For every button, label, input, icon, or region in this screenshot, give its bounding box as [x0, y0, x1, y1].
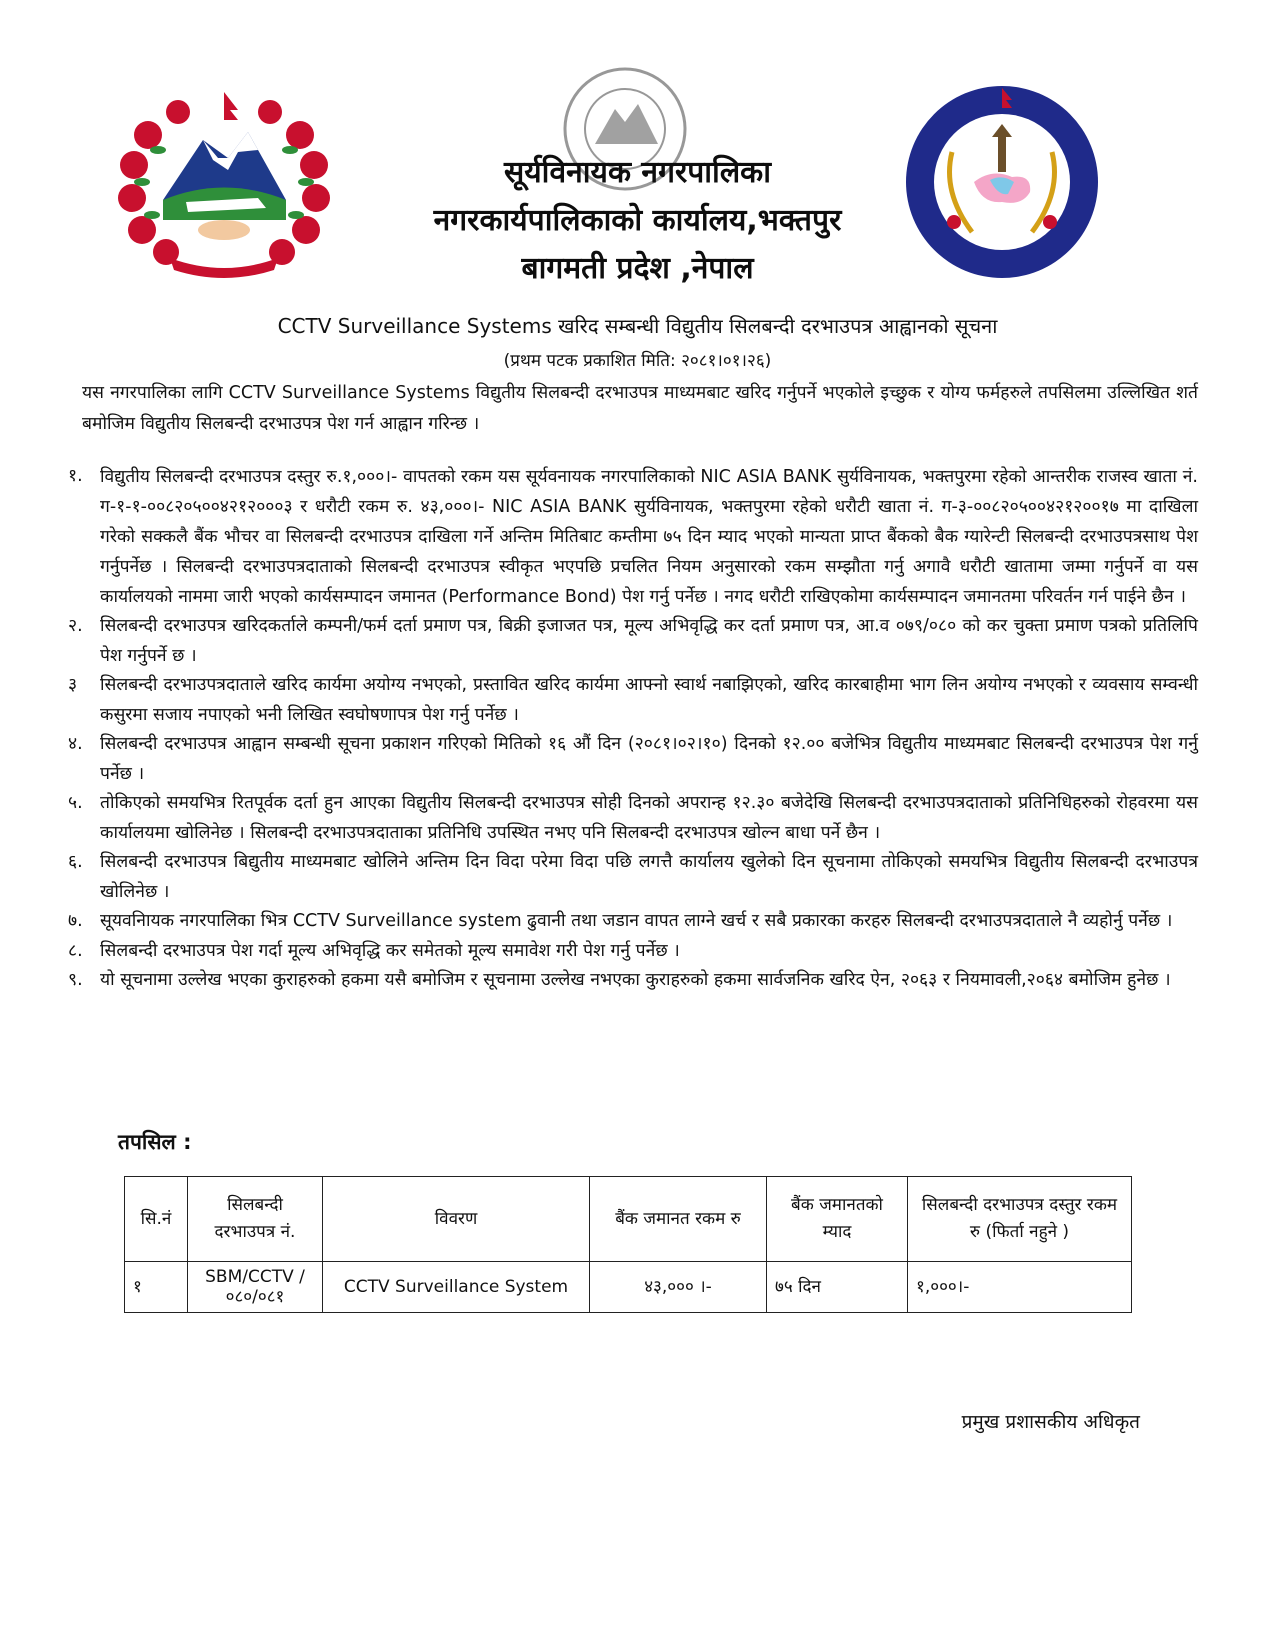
column-header-guarantee-validity: बैंक जमानतको म्याद [767, 1177, 908, 1262]
item-text: सिलबन्दी दरभाउपत्र आह्वान सम्बन्धी सूचना प्रकाशन गरिएको मितिको १६ औं दिन (२०८१।०२।१०) दिनको १२.०० बजेभित्र विद्युतीय माध्यमबाट सिलबन्दी दरभाउपत्र पेश गर्नु पर्नेछ । [100, 734, 1198, 784]
item-text: सूयवनिायक नगरपालिका भित्र CCTV Surveillance system ढुवानी तथा जडान वापत लाग्ने खर्च र सबै प्रकारका करहरु सिलबन्दी दरभाउपत्रदाताले नै व्यहोर्नु पर्नेछ । [100, 911, 1173, 931]
item-text: विद्युतीय सिलबन्दी दरभाउपत्र दस्तुर रु.१,०००।- वापतको रकम यस सूर्यवनायक नगरपालिकाको NIC ASIA BANK सुर्यविनायक, भक्तपुरमा रहेको आन्तरीक राजस्व खाता नं. ग-१-१-००८२०५००४२१२०००३ र धरौटी रकम रु. ४३,०००।- NIC ASIA BANK सुर्यविनायक, भक्तपुरमा रहेको धरौटी खाता नं. ग-३-००८२०५००४२१२००१७ मा दाखिला गरेको सक्कलै बैंक भौचर वा सिलबन्दी दरभाउपत्र दाखिला गर्ने अन्तिम मितिबाट कम्तीमा ७५ दिन म्याद भएको मान्यता प्राप्त बैंकको बैक ग्यारेन्टी सिलबन्दी दरभाउपत्रसाथ पेश गर्नुपर्नेछ । सिलबन्दी दरभाउपत्रदाताको सिलबन्दी दरभाउपत्र स्वीकृत भएपछि प्रचलित नियम अनुसारको रकम सम्झौता गर्नु अगावै धरौटी खातामा जम्मा गर्नुपर्ने वा यस कार्यालयको नाममा जारी भएको कार्यसम्पादन जमानत (Performance Bond) पेश गर्नु पर्नेछ । नगद धरौटी राखिएकोमा कार्यसम्पादन जमानतमा परिवर्तन गर्न पाईने छैन । [100, 467, 1198, 607]
column-header-fee: सिलबन्दी दरभाउपत्र दस्तुर रकम रु (फिर्ता नहुने ) [908, 1177, 1132, 1262]
intro-paragraph: यस नगरपालिका लागि CCTV Surveillance Systems विद्युतीय सिलबन्दी दरभाउपत्र माध्यमबाट खरिद गर्नुपर्ने भएकोले इच्छुक र योग्य फर्महरुले तपसिलमा उल्लिखित शर्त बमोजिम विद्युतीय सिलबन्दी दरभाउपत्र पेश गर्न आह्वान गरिन्छ । [82, 383, 1198, 434]
item-number: २. [68, 616, 83, 636]
item-text: सिलबन्दी दरभाउपत्रदाताले खरिद कार्यमा अयोग्य नभएको, प्रस्तावित खरिद कार्यमा आफ्नो स्वार्थ नबाझिएको, खरिद कारबाहीमा भाग लिन अयोग्य नभएको र व्यवसाय सम्वन्धी कसुरमा सजाय नपाएको भनी लिखित स्वघोषणापत्र पेश गर्नु पर्नेछ । [100, 675, 1198, 725]
cell-fee: १,०००।- [908, 1262, 1132, 1313]
item-number: ८. [68, 940, 83, 961]
cell-bid-no: SBM/CCTV /०८०/०८१ [188, 1262, 323, 1313]
list-item [68, 848, 1198, 907]
list-item [68, 966, 1198, 996]
list-item [68, 907, 1198, 937]
list-item [68, 789, 1198, 848]
item-number: ७. [68, 911, 83, 931]
item-number: ९. [68, 970, 83, 990]
list-item [68, 671, 1198, 730]
province-name: बागमती प्रदेश ,नेपाल [521, 251, 754, 286]
item-number: ४. [68, 734, 83, 754]
cell-guarantee-validity: ७५ दिन [767, 1262, 908, 1313]
office-name: नगरकार्यपालिकाको कार्यालय,भक्तपुर [433, 203, 842, 238]
column-header-bid-no: सिलबन्दी दरभाउपत्र नं. [188, 1177, 323, 1262]
municipality-name: सूर्यविनायक नगरपालिका [504, 155, 771, 190]
list-item [68, 462, 1198, 612]
item-text: तोकिएको समयभित्र रितपूर्वक दर्ता हुन आएका विद्युतीय सिलबन्दी दरभाउपत्र सोही दिनको अपरान्ह १२.३० बजेदेखि सिलबन्दी दरभाउपत्रदाताको प्रतिनिधिहरुको रोहवरमा यस कार्यालयमा खोलिनेछ । सिलबन्दी दरभाउपत्रदाताका प्रतिनिधि उपस्थित नभए पनि सिलबन्दी दरभाउपत्र खोल्न बाधा पर्ने छैन । [100, 793, 1198, 843]
column-header-description: विवरण [323, 1177, 590, 1262]
cell-guarantee-amount: ४३,००० ।- [590, 1262, 767, 1313]
column-header-sn: सि.नं [125, 1177, 188, 1262]
cell-description: CCTV Surveillance System [323, 1262, 590, 1313]
schedule-table [124, 1176, 1132, 1313]
item-text: सिलबन्दी दरभाउपत्र बिद्युतीय माध्यमबाट खोलिने अन्तिम दिन विदा परेमा विदा पछि लगत्तै कार्यालय खुलेको दिन सूचनामा तोकिएको समयभित्र विद्युतीय सिलबन्दी दरभाउपत्र खोलिनेछ । [100, 852, 1198, 902]
signatory-title: प्रमुख प्रशासकीय अधिकृत [961, 1411, 1140, 1433]
item-number: ३ [68, 675, 78, 695]
item-text: सिलबन्दी दरभाउपत्र पेश गर्दा मूल्य अभिवृद्धि कर समेतको मूल्य समावेश गरी पेश गर्नु पर्नेछ । [100, 940, 680, 961]
table-header-row [125, 1177, 1132, 1262]
published-date: (प्रथम पटक प्रकाशित मिति: २०८१।०१।२६) [503, 351, 772, 371]
cell-sn: १ [125, 1262, 188, 1313]
item-text: सिलबन्दी दरभाउपत्र खरिदकर्ताले कम्पनी/फर्म दर्ता प्रमाण पत्र, बिक्री इजाजत पत्र, मूल्य अभिवृद्धि कर दर्ता प्रमाण पत्र, आ.व ०७९/०८० को कर चुक्ता प्रमाण पत्रको प्रतिलिपि पेश गर्नुपर्ने छ । [100, 616, 1198, 666]
list-item [68, 730, 1198, 789]
item-number: ५. [68, 793, 83, 813]
table-row [125, 1262, 1132, 1313]
conditions-list [68, 462, 1198, 996]
notice-title: CCTV Surveillance Systems खरिद सम्बन्धी विद्युतीय सिलबन्दी दरभाउपत्र आह्वानको सूचना [277, 314, 998, 338]
list-item [68, 612, 1198, 671]
column-header-guarantee-amount: बैंक जमानत रकम रु [590, 1177, 767, 1262]
schedule-heading: तपसिल : [118, 1130, 192, 1154]
item-number: १. [68, 466, 83, 486]
item-text: यो सूचनामा उल्लेख भएका कुराहरुको हकमा यसै बमोजिम र सूचनामा उल्लेख नभएका कुराहरुको हकमा सार्वजनिक खरिद ऐन, २०६३ र नियमावली,२०६४ बमोजिम हुनेछ । [100, 970, 1171, 990]
list-item [68, 937, 1198, 967]
item-number: ६. [68, 852, 83, 872]
